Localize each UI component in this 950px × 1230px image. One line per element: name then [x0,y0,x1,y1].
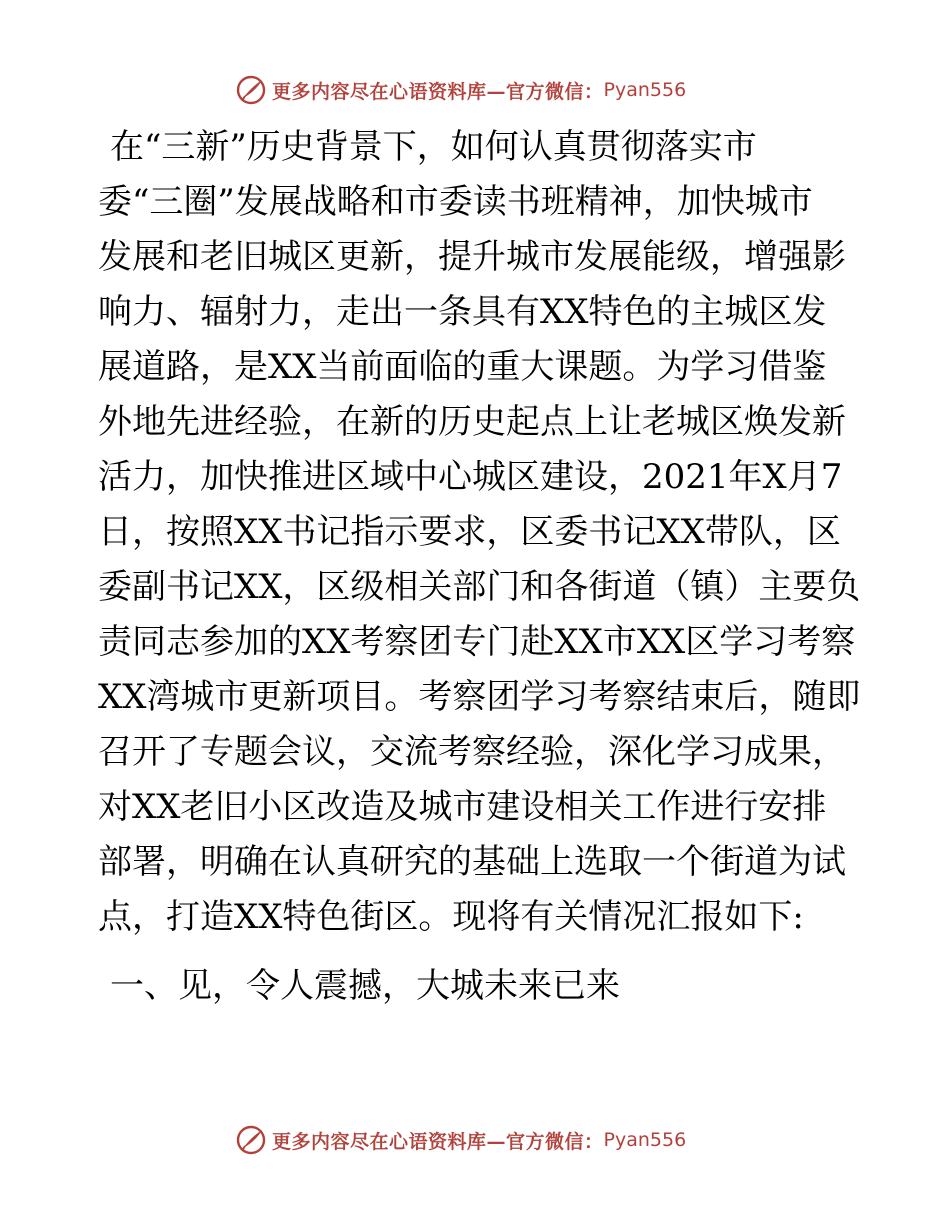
section-heading: 一、见，令人震撼，大城未来已来 [110,966,620,1006]
document-body [98,120,868,1014]
footer-wechat-id: Pyan556 [603,1129,687,1151]
paragraph-line: 委“三圈”发展战略和市委读书班精神，加快城市 [98,182,813,222]
paragraph-line: 在“三新”历史背景下，如何认真贯彻落实市 [110,127,757,167]
quill-logo-icon [236,1125,266,1155]
paragraph-line: XX湾城市更新项目。考察团学习考察结束后，随即 [98,677,861,717]
paragraph-line: 日，按照XX书记指示要求，区委书记XX带队，区 [98,512,841,552]
header-watermark-text: 更多内容尽在心语资料库—官方微信： [272,80,604,103]
header-watermark [236,75,686,105]
paragraph-line: 点，打造XX特色街区。现将有关情况汇报如下: [98,897,804,937]
paragraph-line: 对XX老旧小区改造及城市建设相关工作进行安排 [98,787,827,827]
paragraph-line: 召开了专题会议，交流考察经验，深化学习成果， [98,732,846,772]
footer-watermark [236,1125,686,1155]
paragraph-line: 响力、辐射力，走出一条具有XX特色的主城区发 [98,292,827,332]
paragraph-line: 部署，明确在认真研究的基础上选取一个街道为试 [98,842,846,882]
paragraph-line: 委副书记XX，区级相关部门和各街道（镇）主要负 [98,567,861,607]
paragraph-line: 责同志参加的XX考察团专门赴XX市XX区学习考察 [98,622,856,662]
paragraph-line: 展道路，是XX当前面临的重大课题。为学习借鉴 [98,347,827,387]
paragraph-line: 发展和老旧城区更新，提升城市发展能级，增强影 [98,237,846,277]
quill-logo-icon [236,75,266,105]
paragraph-line: 外地先进经验，在新的历史起点上让老城区焕发新 [98,402,846,442]
paragraph-line: 活力，加快推进区域中心城区建设，2021年X月7 [98,457,843,497]
footer-watermark-text: 更多内容尽在心语资料库—官方微信： [272,1130,604,1153]
header-wechat-id: Pyan556 [603,79,687,101]
